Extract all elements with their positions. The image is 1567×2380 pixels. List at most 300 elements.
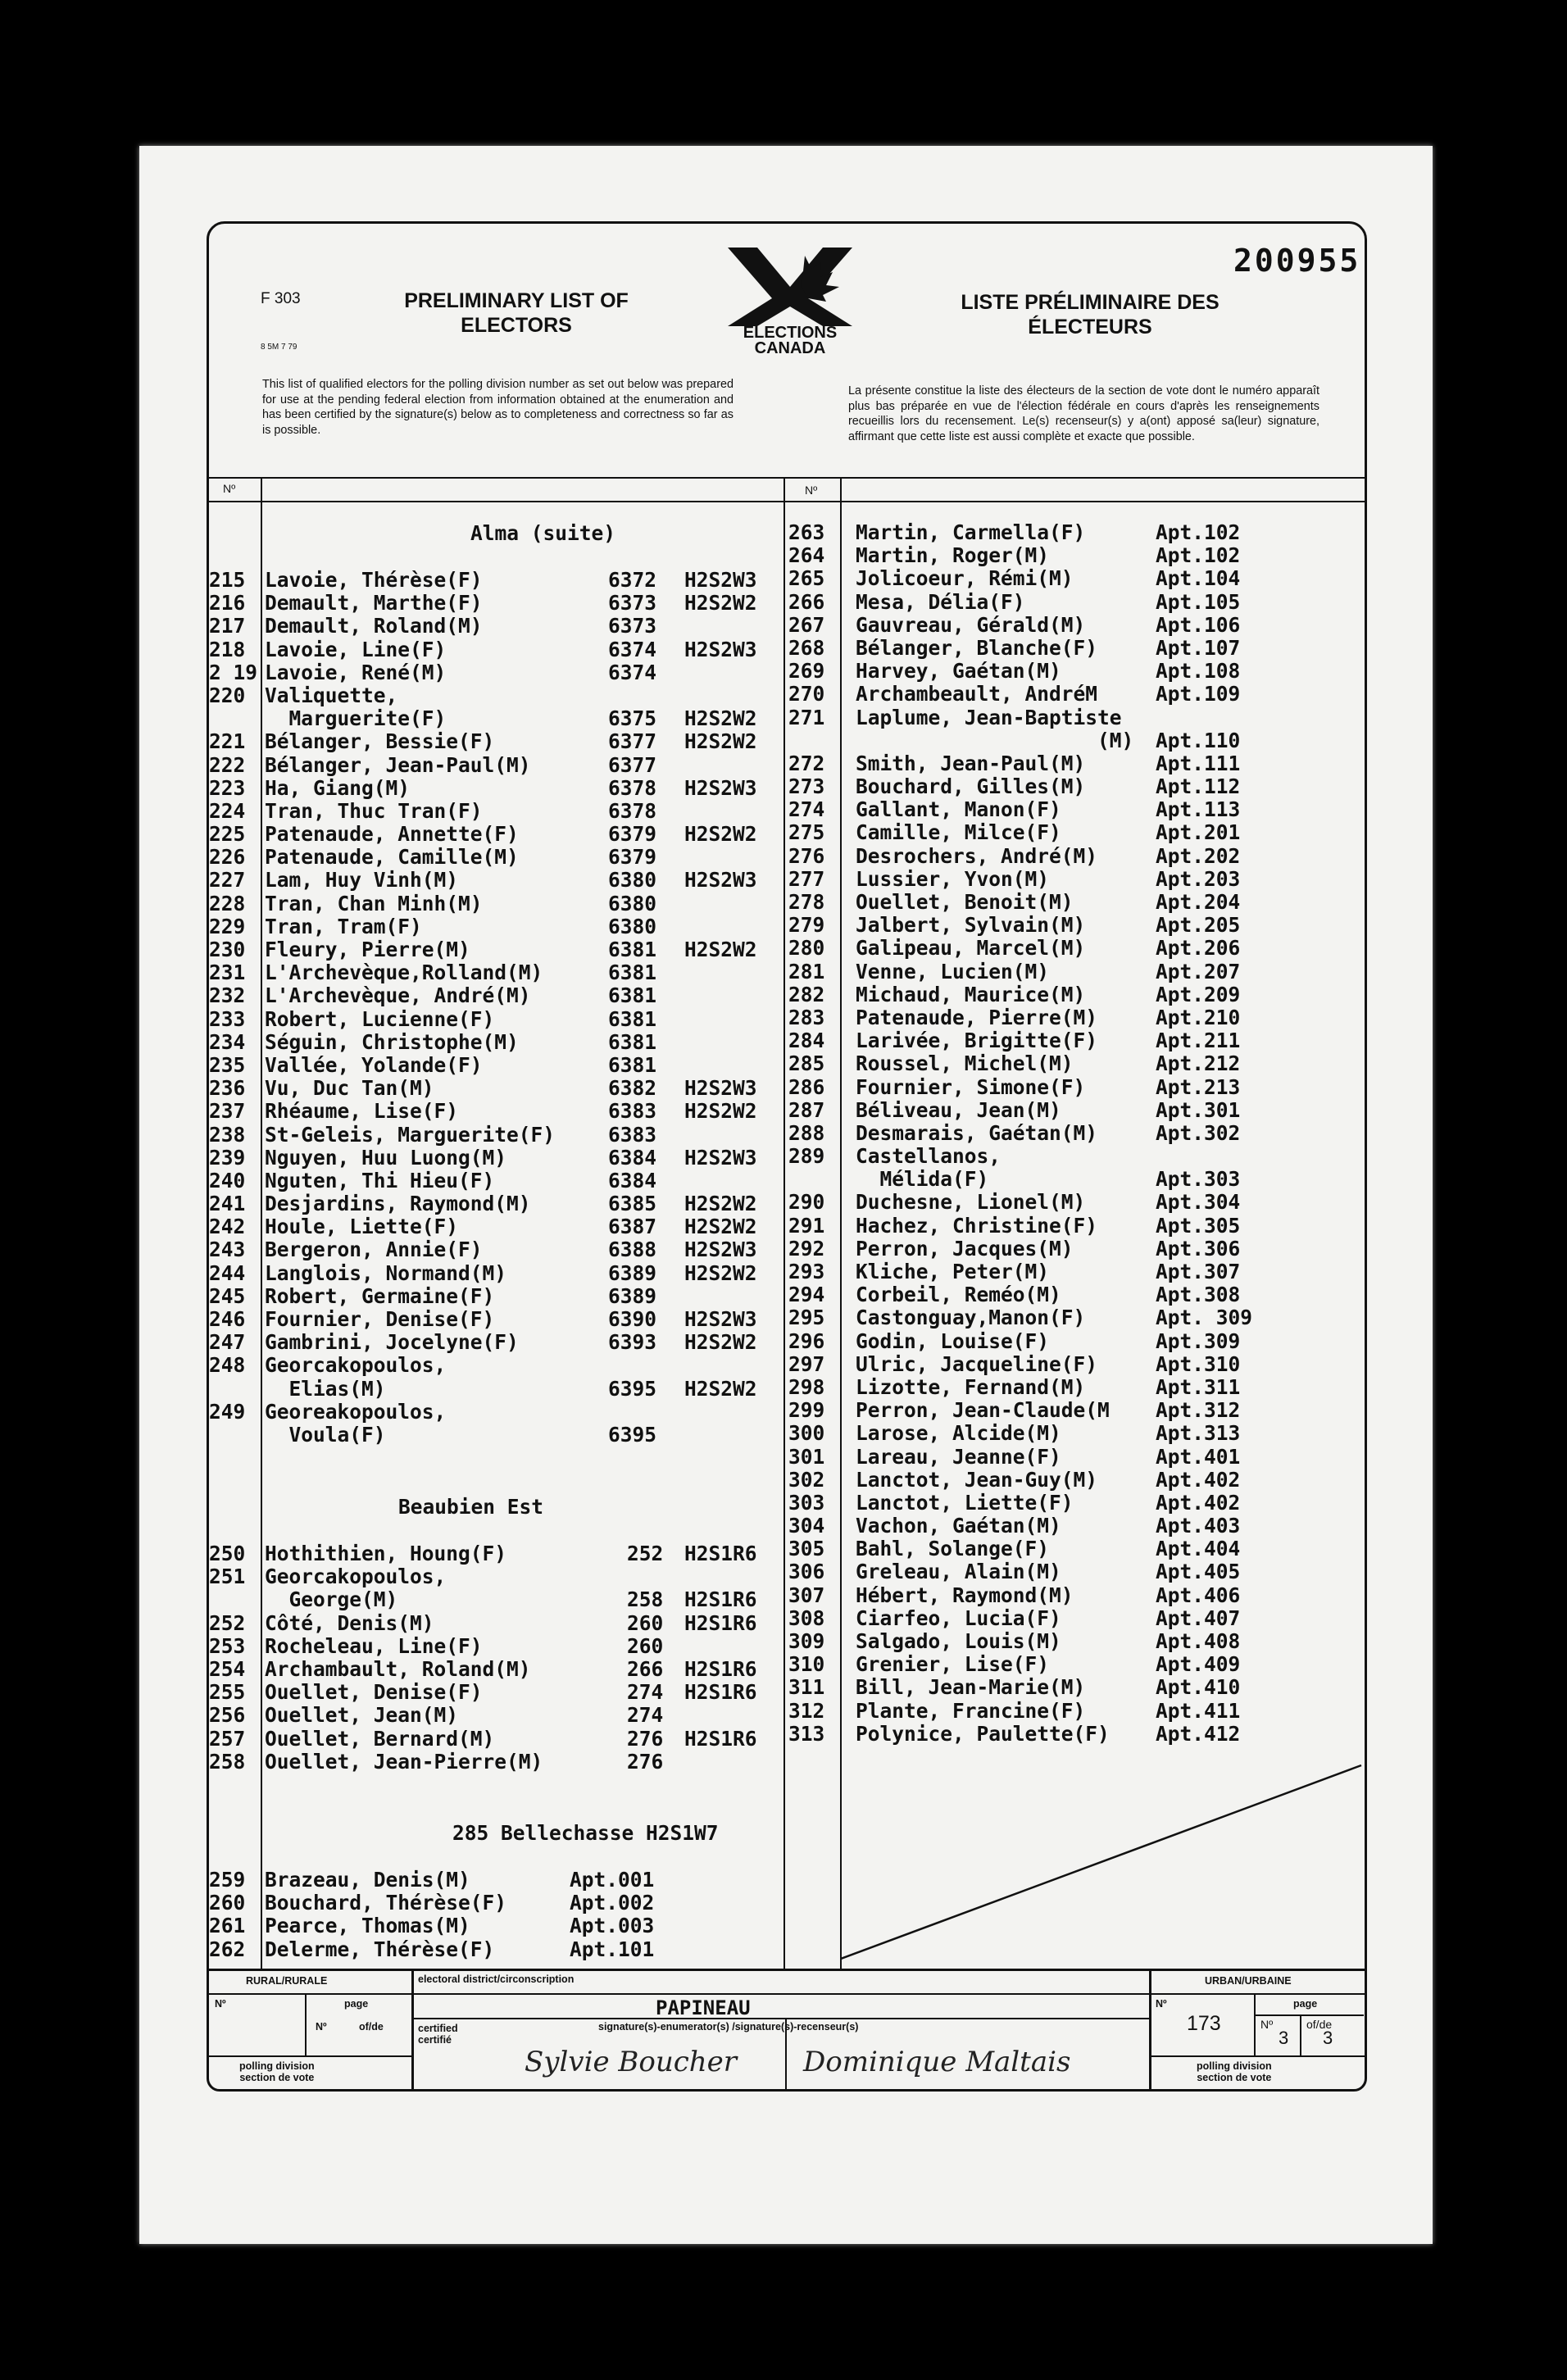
entry-address: Apt.311 [1156,1374,1241,1399]
rural-page-no-label: Nº [316,2021,327,2033]
list-item [788,1006,1362,1029]
entry-name: Voula(F) [265,1422,386,1447]
list-item [209,1681,783,1704]
list-item [209,1869,783,1892]
list-item [788,1099,1362,1122]
entry-number: 230 [209,938,246,961]
list-item [788,983,1362,1006]
entry-name: Archambault, Roland(M) [265,1656,531,1681]
urban-page-label: page [1293,1998,1318,2010]
entry-number: 234 [209,1029,246,1054]
entry-number: 310 [788,1652,825,1677]
heading-bellechasse: 285 Bellechasse H2S1W7 [452,1821,719,1845]
list-item [209,1077,783,1100]
title-english: PRELIMINARY LIST OF ELECTORS [404,289,629,337]
entry-address: 6378 [608,775,657,800]
entry-name: Lam, Huy Vinh(M) [265,868,459,892]
entry-address: Apt.202 [1156,843,1241,868]
list-item [209,1565,783,1588]
entry-name: Tran, Chan Minh(M) [265,891,483,915]
entry-number: 233 [209,1006,246,1031]
list-item [788,1560,1362,1583]
list-item [209,1892,783,1914]
entry-name: Godin, Louise(F) [856,1329,1050,1353]
footer-left-subdivider [305,1993,307,2055]
entry-number: 307 [788,1583,825,1607]
entry-number: 238 [209,1122,246,1147]
entry-number: 271 [788,705,825,729]
entry-address: 260 [627,1633,664,1658]
entry-address: 6375 [608,706,657,731]
entry-number: 217 [209,614,246,638]
list-item [209,1658,783,1681]
entry-number: 243 [209,1238,246,1262]
entry-name: Bélanger, Bessie(F) [265,729,495,754]
list-item [209,869,783,892]
entry-address: 6390 [608,1307,657,1331]
entry-address: 6372 [608,568,657,592]
entry-address: 6387 [608,1215,657,1239]
entry-number: 280 [788,936,825,961]
list-item [788,1515,1362,1537]
entry-number: 246 [209,1307,246,1331]
col-no-label-right: Nº [805,484,818,497]
list-item [209,684,783,707]
entry-address: Apt.112 [1156,774,1241,799]
entry-address: Apt.109 [1156,682,1241,706]
list-item [209,754,783,777]
entry-number: 235 [209,1052,246,1077]
entry-number: 279 [788,913,825,938]
list-item [209,1170,783,1192]
entry-number: 270 [788,682,825,706]
entry-number: 263 [788,520,825,544]
list-item [209,1728,783,1751]
entry-number: 299 [788,1398,825,1423]
list-item [788,1584,1362,1607]
entry-address: Apt.306 [1156,1236,1241,1260]
entry-postal-code: H2S1R6 [684,1726,757,1751]
entry-name: Gallant, Manon(F) [856,797,1061,822]
list-item [788,1076,1362,1099]
entry-address: Apt.402 [1156,1490,1241,1515]
entry-name: Patenaude, Pierre(M) [856,1005,1098,1029]
entry-address: 260 [627,1610,664,1635]
entry-address: 276 [627,1726,664,1751]
header-rule [207,477,1365,479]
title-french: LISTE PRÉLIMINAIRE DES ÉLECTEURS [961,291,1220,338]
col-no-label-left: Nº [223,482,236,495]
entry-number: 223 [209,775,246,800]
list-item [788,798,1362,821]
entry-postal-code: H2S2W2 [684,729,757,754]
list-item [209,1612,783,1635]
entry-postal-code: H2S2W3 [684,568,757,592]
entry-name: Castellanos, [856,1144,1002,1169]
list-item [209,961,783,984]
entry-address: Apt.307 [1156,1260,1241,1283]
entry-name: Brazeau, Denis(M) [265,1868,470,1892]
entry-address: Apt.211 [1156,1029,1241,1053]
entry-address: Apt.105 [1156,589,1241,614]
entry-number: 311 [788,1675,825,1700]
entry-number: 274 [788,797,825,822]
entry-number: 229 [209,914,246,938]
entry-name: Robert, Germaine(F) [265,1283,495,1308]
entry-name: Lavoie, René(M) [265,660,447,684]
entry-address: Apt.207 [1156,959,1241,983]
entry-address: Apt.402 [1156,1467,1241,1492]
entry-name: Jolicoeur, Rémi(M) [856,566,1074,591]
entry-address: Apt.303 [1156,1167,1241,1192]
entry-postal-code: H2S2W2 [684,1330,757,1355]
list-item [209,1031,783,1054]
entry-name: Séguin, Christophe(M) [265,1029,519,1054]
entry-address: Apt.003 [570,1914,655,1938]
entry-postal-code: H2S2W2 [684,938,757,961]
list-item [788,637,1362,660]
entry-name: Laplume, Jean-Baptiste [856,705,1122,729]
entry-number: 306 [788,1560,825,1584]
entry-number: 252 [209,1610,246,1635]
entry-address: 6395 [608,1376,657,1401]
list-item [209,1308,783,1331]
list-item [788,521,1362,544]
entry-name: Lanctot, Jean-Guy(M) [856,1467,1098,1492]
serial-number: 200955 [1233,243,1361,279]
entry-number: 257 [209,1726,246,1751]
entry-address: Apt.210 [1156,1005,1241,1029]
entry-name: Lavoie, Thérèse(F) [265,568,483,592]
list-item [788,1700,1362,1723]
entry-address: Apt.110 [1156,728,1241,752]
entry-number: 245 [209,1283,246,1308]
entry-number: 249 [209,1399,246,1424]
entry-number: 291 [788,1213,825,1238]
list-item [788,1330,1362,1353]
entry-name: Patenaude, Annette(F) [265,822,519,847]
entry-name: Galipeau, Marcel(M) [856,936,1086,961]
list-item [788,1145,1362,1168]
polling-division-label-left: polling division section de vote [239,2060,315,2083]
list-item [788,821,1362,844]
entry-address: Apt.203 [1156,866,1241,891]
entry-number: 276 [788,843,825,868]
entry-number: 275 [788,820,825,845]
entry-number: 293 [788,1260,825,1283]
entry-address: Apt.201 [1156,820,1241,845]
entry-address: 6388 [608,1238,657,1262]
entry-name: Desmarais, Gaétan(M) [856,1120,1098,1145]
list-item [209,823,783,846]
list-item [209,1285,783,1308]
entry-number: 313 [788,1721,825,1746]
entry-name: Elias(M) [265,1376,386,1401]
entry-number: 262 [209,1937,246,1961]
signature-enumerator-2: Dominique Maltais [803,2046,1071,2078]
entry-postal-code: H2S1R6 [684,1656,757,1681]
entry-name: Grenier, Lise(F) [856,1652,1050,1677]
list-item [788,1653,1362,1676]
urban-label: URBAN/URBAINE [1205,1975,1292,1987]
list-item [209,915,783,938]
polling-division-number: 173 [1187,2012,1221,2035]
left-list-alma [209,569,783,1447]
list-item [209,1635,783,1658]
entry-address: Apt.411 [1156,1698,1241,1723]
list-item [209,1751,783,1774]
entry-address: 266 [627,1656,664,1681]
entry-number: 242 [209,1215,246,1239]
list-item [209,1354,783,1377]
list-item [788,752,1362,775]
list-item [209,1588,783,1611]
urban-no-label: Nº [1156,1998,1167,2010]
entry-number: 285 [788,1051,825,1076]
list-item [788,1353,1362,1376]
entry-name: Camille, Milce(F) [856,820,1061,845]
entry-name: Harvey, Gaétan(M) [856,659,1061,684]
center-column-rule [784,478,785,1969]
entry-number: 254 [209,1656,246,1681]
entry-number: 266 [788,589,825,614]
entry-name: Salgado, Louis(M) [856,1629,1061,1653]
form-number: F 303 [261,290,301,307]
entry-number: 296 [788,1329,825,1353]
entry-name: Demault, Marthe(F) [265,591,483,615]
entry-name: Archambeault, AndréM [856,682,1098,706]
entry-postal-code: H2S2W3 [684,1145,757,1170]
entry-name: Georeakopoulos, [265,1399,447,1424]
entry-address: 6389 [608,1283,657,1308]
entry-name: Duchesne, Lionel(M) [856,1190,1086,1215]
list-item [788,614,1362,637]
entry-name: Lussier, Yvon(M) [856,866,1050,891]
entry-address: 6383 [608,1099,657,1124]
entry-name: Lareau, Jeanne(F) [856,1444,1061,1469]
list-item [788,683,1362,706]
entry-name: Valiquette, [265,683,398,707]
entry-address: 6384 [608,1168,657,1192]
list-item [209,1008,783,1031]
entry-number: 258 [209,1749,246,1774]
entry-name: Vachon, Gaétan(M) [856,1514,1061,1538]
entry-number: 251 [209,1565,246,1589]
entry-number: 298 [788,1374,825,1399]
list-item [209,984,783,1007]
entry-address: Apt.102 [1156,543,1241,568]
entry-name: Fournier, Simone(F) [856,1074,1086,1099]
entry-number: 250 [209,1542,246,1565]
entry-name: Martin, Carmella(F) [856,520,1086,544]
entry-number: 269 [788,659,825,684]
entry-name: Roussel, Michel(M) [856,1051,1074,1076]
heading-alma: Alma (suite) [470,521,616,545]
entry-name: L'Archevèque, André(M) [265,983,531,1008]
entry-number: 256 [209,1703,246,1728]
entry-name: Ouellet, Jean(M) [265,1703,459,1728]
list-item [209,615,783,638]
entry-name: Greleau, Alain(M) [856,1560,1061,1584]
entry-postal-code: H2S2W3 [684,775,757,800]
entry-address: 258 [627,1587,664,1612]
list-item [788,891,1362,914]
entry-postal-code: H2S2W2 [684,1215,757,1239]
entry-number: 303 [788,1490,825,1515]
list-item [209,800,783,823]
entry-number: 292 [788,1236,825,1260]
page-box-rule [1254,2014,1364,2016]
entry-name: Larivée, Brigitte(F) [856,1029,1098,1053]
footer-left-rule [207,2055,411,2057]
list-item [788,961,1362,983]
list-item [209,1424,783,1447]
entry-address: 6384 [608,1145,657,1170]
entry-name: Ouellet, Denise(F) [265,1680,483,1705]
entry-name: Delerme, Thérèse(F) [265,1937,495,1961]
entry-address: 274 [627,1680,664,1705]
entry-number: 237 [209,1099,246,1124]
cancel-line [841,1762,1365,1967]
entry-number: 226 [209,845,246,870]
right-list [788,521,1362,1746]
entry-address: 6385 [608,1192,657,1216]
entry-address: Apt.308 [1156,1283,1241,1307]
entry-name: George(M) [265,1587,398,1612]
entry-address: Apt.309 [1156,1329,1241,1353]
entry-address: Apt. 309 [1156,1306,1253,1330]
entry-postal-code: H2S2W3 [684,637,757,661]
entry-address: Apt.104 [1156,566,1241,591]
entry-name: Béliveau, Jean(M) [856,1097,1061,1122]
entry-name: Georcakopoulos, [265,1565,447,1589]
entry-name: Ulric, Jacqueline(F) [856,1351,1098,1376]
entry-address: 6381 [608,1052,657,1077]
entry-name: Bergeron, Annie(F) [265,1238,483,1262]
elections-canada-logo [720,244,861,356]
entry-number: 302 [788,1467,825,1492]
entry-address: Apt.408 [1156,1629,1241,1653]
entry-name: Gambrini, Jocelyne(F) [265,1330,519,1355]
entry-postal-code: H2S1R6 [684,1680,757,1705]
entry-name: Ha, Giang(M) [265,775,411,800]
entry-name: Jalbert, Sylvain(M) [856,913,1086,938]
list-item [788,914,1362,937]
entry-name: Côté, Denis(M) [265,1610,434,1635]
entry-number: 240 [209,1168,246,1192]
list-item [788,1422,1362,1445]
list-item [209,1542,783,1565]
entry-number: 227 [209,868,246,892]
entry-name: Perron, Jean-Claude(M [856,1398,1110,1423]
entry-address: 6381 [608,1006,657,1031]
entry-number: 301 [788,1444,825,1469]
page-number: 3 [1279,2028,1289,2048]
entry-address: Apt.310 [1156,1351,1241,1376]
entry-number: 259 [209,1868,246,1892]
entry-number: 241 [209,1192,246,1216]
list-item [788,1215,1362,1238]
entry-number: 2 19 [209,660,258,684]
list-item [788,1537,1362,1560]
entry-address: 6377 [608,752,657,777]
entry-name: Demault, Roland(M) [265,614,483,638]
entry-address: Apt.409 [1156,1652,1241,1677]
list-item [788,729,1362,752]
entry-address: 6382 [608,1076,657,1101]
polling-division-label-right: polling division section de vote [1197,2060,1272,2083]
entry-address: Apt.313 [1156,1421,1241,1446]
entry-number: 247 [209,1330,246,1355]
entry-name: St-Geleis, Marguerite(F) [265,1122,556,1147]
list-item [209,569,783,592]
entry-address: Apt.410 [1156,1675,1241,1700]
entry-address: Apt.002 [570,1891,655,1915]
entry-name: Pearce, Thomas(M) [265,1914,470,1938]
entry-name: Venne, Lucien(M) [856,959,1050,983]
entry-number: 253 [209,1633,246,1658]
list-item [788,845,1362,868]
entry-name: Lavoie, Line(F) [265,637,447,661]
page-of-label: of/de [1306,2018,1333,2031]
entry-name: Vu, Duc Tan(M) [265,1076,434,1101]
entry-address: Apt.301 [1156,1097,1241,1122]
list-item [788,591,1362,614]
entry-address: Apt.403 [1156,1514,1241,1538]
list-item [209,730,783,753]
entry-number: 308 [788,1606,825,1630]
entry-name: L'Archevèque,Rolland(M) [265,961,543,985]
footer-right-subdivider [1254,1993,1256,2055]
entry-address: Apt.101 [570,1937,655,1961]
entry-name: Nguten, Thi Hieu(F) [265,1168,495,1192]
entry-name: Ouellet, Jean-Pierre(M) [265,1749,543,1774]
entry-number: 220 [209,683,246,707]
entry-name: Bouchard, Gilles(M) [856,774,1086,799]
svg-text:ELECTIONS: ELECTIONS [743,324,838,342]
entry-address: 6393 [608,1330,657,1355]
entry-postal-code: H2S1R6 [684,1610,757,1635]
entry-number: 231 [209,961,246,985]
footer-rule-2 [207,1993,1365,1995]
entry-name: Bill, Jean-Marie(M) [856,1675,1086,1700]
entry-address: Apt.404 [1156,1537,1241,1561]
entry-name: Tran, Tram(F) [265,914,422,938]
list-item [788,1676,1362,1699]
list-item [788,1469,1362,1492]
entry-address: 6380 [608,914,657,938]
entry-name: Rocheleau, Line(F) [265,1633,483,1658]
list-item [209,1914,783,1937]
entry-number: 265 [788,566,825,591]
footer-rule-3 [411,2018,1149,2019]
entry-address: 6381 [608,938,657,961]
entry-number: 277 [788,866,825,891]
entry-name: Nguyen, Huu Luong(M) [265,1145,507,1170]
entry-name: Perron, Jacques(M) [856,1236,1074,1260]
list-item [209,1378,783,1401]
signature-label: signature(s)-enumerator(s) /signature(s)-recenseur(s) [598,2021,859,2033]
entry-number: 284 [788,1029,825,1053]
entry-postal-code: H2S1R6 [684,1587,757,1612]
list-item [788,1607,1362,1630]
list-item [209,661,783,684]
entry-name: Desrochers, André(M) [856,843,1098,868]
entry-address: Apt.107 [1156,635,1241,660]
certified-label: certified certifié [418,2023,458,2046]
entry-address: 274 [627,1703,664,1728]
entry-postal-code: H2S2W3 [684,1307,757,1331]
